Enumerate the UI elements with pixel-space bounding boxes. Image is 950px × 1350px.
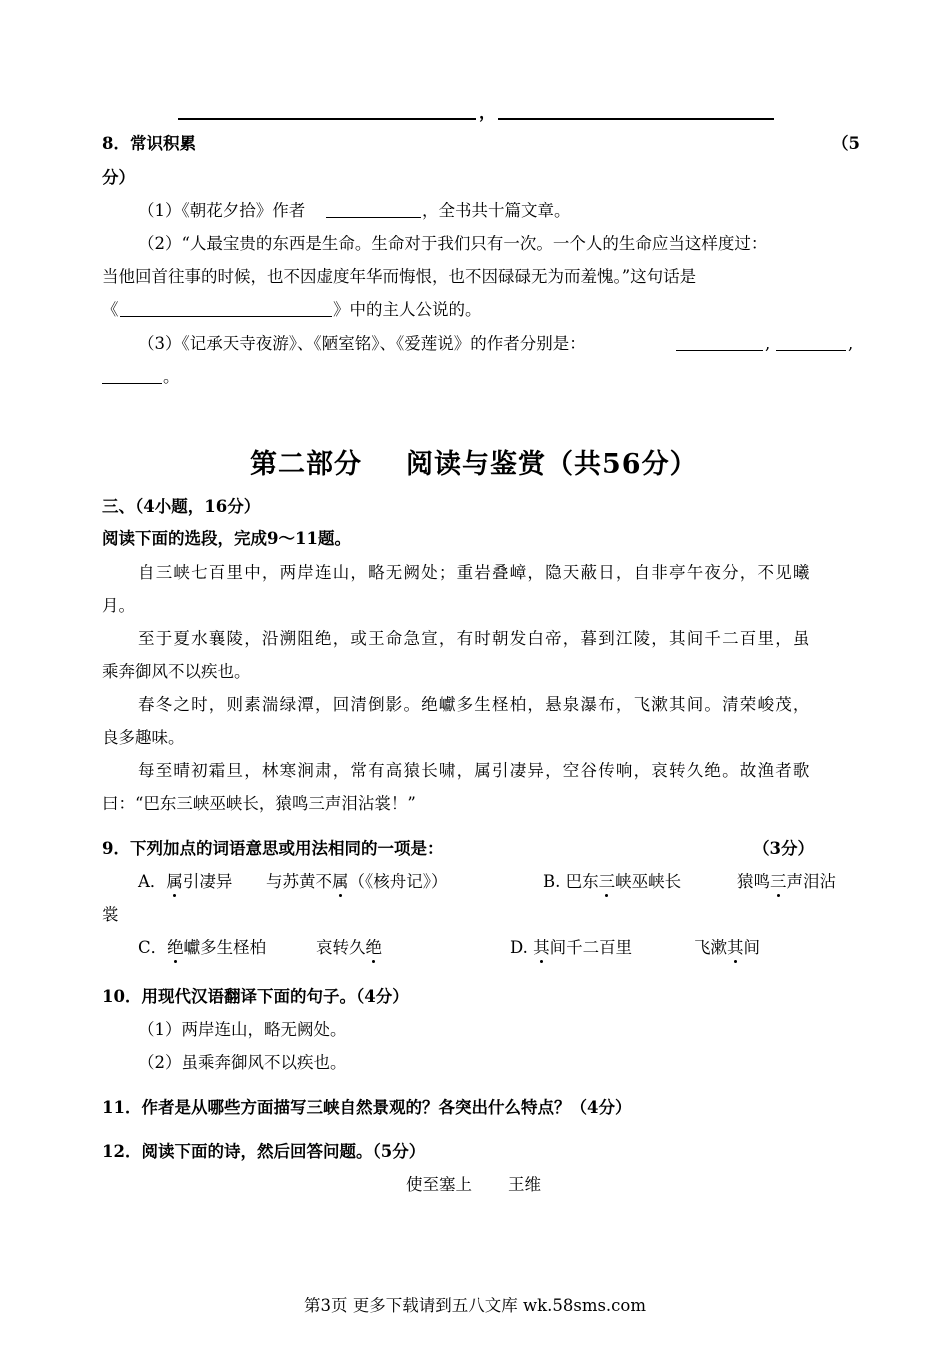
- q8-sub3: [138, 333, 586, 355]
- q8-sub2-number: （2）: [138, 234, 182, 253]
- q8-title: 常识积累: [129, 134, 196, 153]
- q10-sentence-1: （1）两岸连山，略无阙处。: [138, 1020, 347, 1039]
- part2-title-part: 第二部分: [250, 449, 362, 480]
- option-text: 巴东: [565, 872, 599, 891]
- passage-p1-line2: 月。: [102, 596, 135, 615]
- answer-blank-line: [178, 118, 476, 120]
- q8-score-open: （5: [832, 134, 860, 153]
- option-text: 间千二百里: [549, 938, 633, 957]
- q8-sub1-tail: ，全书共十篇文章。: [422, 201, 571, 220]
- passage-p4-line2: 曰：“巴东三峡巫峡长，猿鸣三声泪沾裳！”: [102, 794, 416, 813]
- q8-sub3-text: 《记承天寺夜游》、《陋室铭》、《爱莲说》的作者分别是：: [181, 334, 586, 353]
- dotted-char: 其: [727, 938, 744, 957]
- option-text: 哀转久: [316, 938, 366, 957]
- dotted-char: 绝: [167, 938, 184, 957]
- answer-blank-line: [120, 316, 332, 317]
- option-text: （《核舟记》）: [348, 872, 448, 891]
- q9-option-b-compare: [737, 871, 836, 893]
- q9-option-d-compare: [694, 937, 760, 959]
- q8-heading: [102, 133, 196, 155]
- q8-sub2-tail: 》中的主人公说的。: [333, 300, 482, 319]
- option-text: 间: [743, 938, 760, 957]
- q10-sentence-2: （2）虽乘奔御风不以疾也。: [138, 1053, 347, 1072]
- q8-sub3-comma: ,: [848, 334, 854, 353]
- poem-title: 使至塞上: [406, 1175, 472, 1194]
- passage-p4-line1: 每至晴初霜旦，林寒涧肃，常有高猿长啸，属引凄异，空谷传响，哀转久绝。故渔者歌: [138, 761, 811, 780]
- q9-score: （3分）: [753, 839, 814, 858]
- q10-stem: 10．用现代汉语翻译下面的句子。（4分）: [102, 987, 409, 1006]
- q9-option-a: [138, 871, 232, 893]
- q8-sub3-number: （3）: [138, 334, 182, 353]
- blank-separator-comma: ，: [479, 103, 496, 122]
- poem-author: 王维: [508, 1175, 541, 1194]
- q8-sub1-number: （1）: [138, 201, 182, 220]
- q9-option-c: [138, 937, 266, 959]
- q9-option-b-wrap: 裳: [102, 905, 119, 924]
- answer-blank-line: [326, 217, 421, 218]
- passage-p2-line1: 至于夏水襄陵，沿溯阻绝，或王命急宣，有时朝发白帝，暮到江陵，其间千二百里，虽: [138, 629, 811, 648]
- option-text: 与苏黄不: [266, 872, 332, 891]
- dotted-char: 三: [598, 872, 616, 891]
- option-label: D.: [510, 938, 528, 957]
- q9-option-d: [510, 937, 632, 959]
- answer-blank-line: [102, 383, 162, 384]
- q12-stem: 12．阅读下面的诗，然后回答问题。（5分）: [102, 1142, 426, 1161]
- option-text: 引凄异: [182, 872, 233, 891]
- option-text: 巘多生柽柏: [183, 938, 267, 957]
- q11-stem: 11．作者是从哪些方面描写三峡自然景观的？各突出什么特点？（4分）: [102, 1098, 632, 1117]
- q9-option-c-compare: [316, 937, 382, 959]
- q9-stem: 9．下列加点的词语意思或用法相同的一项是：: [102, 839, 444, 858]
- q8-sub2-quote: “人最宝贵的东西是生命。生命对于我们只有一次。一个人的生命应当这样度过：: [181, 234, 768, 253]
- answer-blank-line: [776, 350, 846, 351]
- passage-p2-line2: 乘奔御风不以疾也。: [102, 662, 251, 681]
- q9-option-a-compare: [266, 871, 448, 893]
- q8-sub2: [138, 233, 767, 255]
- dotted-char: 绝: [365, 938, 382, 957]
- q8-score-close: 分）: [102, 168, 135, 187]
- dotted-char: 属: [166, 872, 183, 891]
- q8-sub3-end: 。: [163, 367, 180, 386]
- dotted-char: 属: [332, 872, 349, 891]
- option-text: 声泪沾: [786, 872, 836, 891]
- passage-p1-line1: 自三峡七百里中，两岸连山，略无阙处；重岩叠嶂，隐天蔽日，自非亭午夜分，不见曦: [138, 563, 811, 582]
- q8-sub3-comma: ,: [765, 334, 771, 353]
- answer-blank-line: [676, 350, 763, 351]
- option-label: A．: [138, 872, 167, 891]
- answer-blank-line: [498, 118, 774, 120]
- part2-title-name: 阅读与鉴赏（共56分）: [406, 449, 698, 480]
- q8-sub2-open-bracket: 《: [102, 300, 119, 319]
- q8-number: 8．: [102, 134, 130, 153]
- q8-sub1-text: 《朝花夕拾》作者: [181, 201, 306, 220]
- dotted-char: 三: [770, 872, 787, 891]
- section3-header: 三、（4小题，16分）: [102, 497, 261, 516]
- q9-option-b: [543, 871, 681, 893]
- page-footer: 第3页 更多下载请到五八文库 wk.58sms.com: [304, 1296, 646, 1315]
- q8-sub1: [138, 200, 305, 222]
- option-label: C．: [138, 938, 168, 957]
- dotted-char: 其: [533, 938, 550, 957]
- option-text: 猿鸣: [737, 872, 770, 891]
- option-text: 飞漱: [694, 938, 727, 957]
- q8-sub2-line2: 当他回首往事的时候，也不因虚度年华而悔恨，也不因碌碌无为而羞愧。”这句话是: [102, 267, 697, 286]
- passage-p3-line1: 春冬之时，则素湍绿潭，回清倒影。绝巘多生柽柏，悬泉瀑布，飞漱其间。清荣峻茂，: [138, 695, 811, 714]
- option-text: 峡巫峡长: [615, 872, 682, 891]
- passage-p3-line2: 良多趣味。: [102, 728, 185, 747]
- option-label: B.: [543, 872, 561, 891]
- section3-instruction: 阅读下面的选段，完成9～11题。: [102, 529, 351, 548]
